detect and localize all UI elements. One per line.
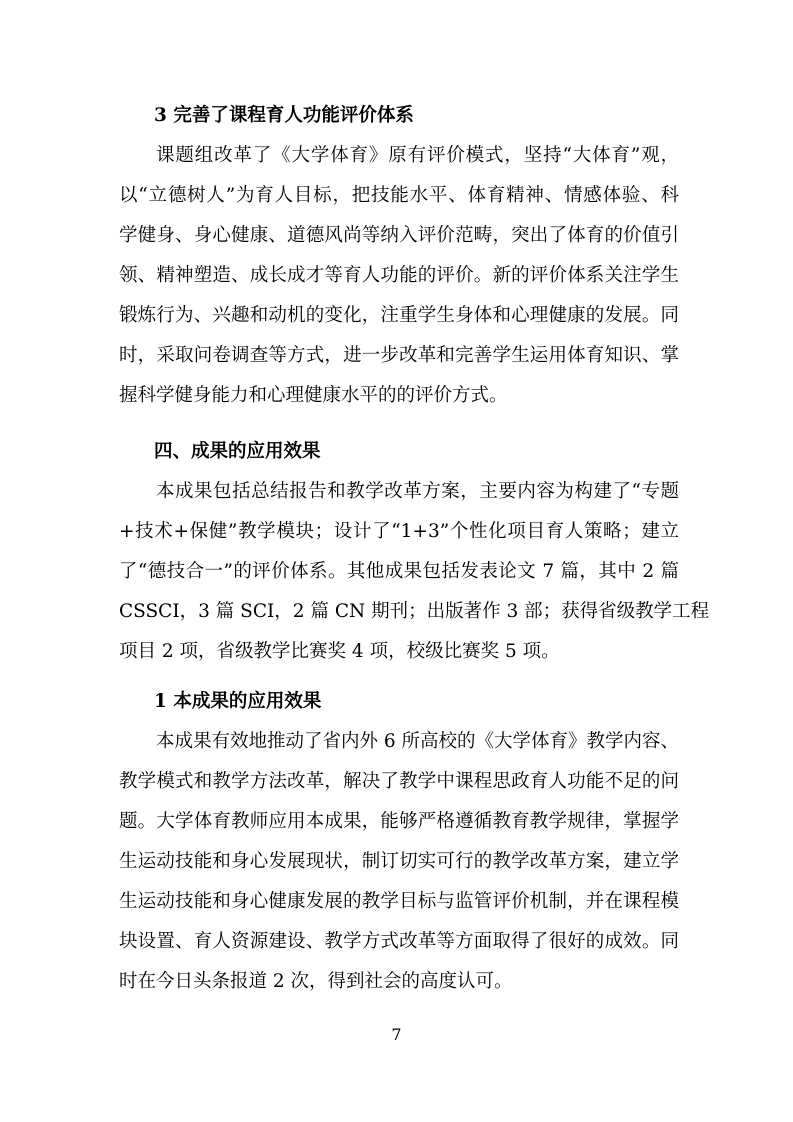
- paragraph-line: 生运动技能和身心发展现状，制订切实可行的教学改革方案，建立学: [119, 851, 679, 872]
- paragraph-evaluation-system: [119, 136, 679, 416]
- paragraph-line: 锻炼行为、兴趣和动机的变化，注重学生身体和心理健康的发展。同: [119, 305, 679, 326]
- paragraph-line: 生运动技能和身心健康发展的教学目标与监管评价机制，并在课程模: [119, 891, 679, 912]
- paragraph-line: CSSCI，3 篇 SCI，2 篇 CN 期刊；出版著作 3 部；获得省级教学工程: [119, 601, 710, 622]
- paragraph-line: 教学模式和教学方法改革，解决了教学中课程思政育人功能不足的问: [119, 771, 679, 792]
- paragraph-line: 了“德技合一”的评价体系。其他成果包括发表论文 7 篇，其中 2 篇: [119, 561, 679, 582]
- paragraph-line: 本成果包括总结报告和教学改革方案，主要内容为构建了“专题: [156, 481, 679, 502]
- section-heading-evaluation-system: 3 完善了课程育人功能评价体系: [154, 105, 414, 126]
- paragraph-line: 项目 2 项，省级教学比赛奖 4 项，校级比赛奖 5 项。: [119, 641, 560, 662]
- paragraph-line: 块设置、育人资源建设、教学方式改革等方面取得了很好的成效。同: [119, 931, 679, 952]
- paragraph-line: 题。大学体育教师应用本成果，能够严格遵循教育教学规律，掌握学: [119, 811, 679, 832]
- paragraph-application-effect: [119, 722, 679, 1002]
- paragraph-line: 本成果有效地推动了省内外 6 所高校的《大学体育》教学内容、: [156, 731, 680, 752]
- paragraph-line: +技术+保健”教学模块；设计了“1+3”个性化项目育人策略；建立: [119, 521, 679, 542]
- page-number: 7: [391, 1025, 402, 1044]
- paragraph-application-results: [119, 472, 710, 672]
- paragraph-line: 时在今日头条报道 2 次，得到社会的高度认可。: [119, 971, 513, 992]
- paragraph-line: 课题组改革了《大学体育》原有评价模式，坚持“大体育”观，: [156, 145, 679, 166]
- paragraph-line: 以“立德树人”为育人目标，把技能水平、体育精神、情感体验、科: [119, 185, 679, 206]
- paragraph-line: 时，采取问卷调查等方式，进一步改革和完善学生运用体育知识、掌: [119, 345, 679, 366]
- section-heading-application-effect: 1 本成果的应用效果: [154, 691, 322, 712]
- paragraph-line: 领、精神塑造、成长成才等育人功能的评价。新的评价体系关注学生: [119, 265, 679, 286]
- paragraph-line: 学健身、身心健康、道德风尚等纳入评价范畴，突出了体育的价值引: [119, 225, 679, 246]
- paragraph-line: 握科学健身能力和心理健康水平的的评价方式。: [119, 385, 508, 406]
- section-heading-application-results: 四、成果的应用效果: [154, 441, 321, 462]
